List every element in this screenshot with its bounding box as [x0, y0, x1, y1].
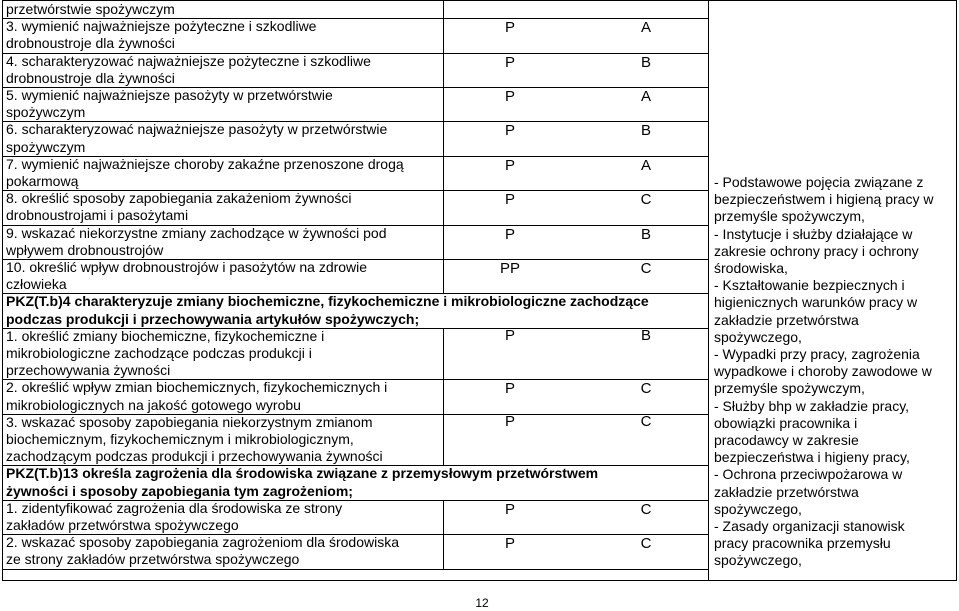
row-mark: P	[504, 88, 515, 105]
table-rule	[443, 534, 444, 568]
content-item: - Instytucje i służby działające w	[714, 225, 913, 242]
row-text: wpływem drobnoustrojów	[6, 241, 164, 258]
row-level: B	[640, 225, 651, 243]
row-text: 4. scharakteryzować najważniejsze pożyteczne i szkodliwe	[6, 52, 371, 69]
row-text: 1. zidentyfikować zagrożenia dla środowiska ze strony	[6, 499, 343, 516]
row-level: C	[640, 380, 652, 398]
table-rule	[2, 569, 708, 570]
row-text: 3. wymienić najważniejsze pożyteczne i szkodliwe	[6, 18, 317, 35]
row-mark: P	[504, 326, 515, 344]
row-text: mikrobiologiczne zachodzące podczas produkcji i	[6, 345, 312, 361]
row-level: C	[640, 535, 652, 553]
row-text: 3. wskazać sposoby zapobiegania niekorzystnym zmianom	[6, 413, 373, 430]
row-mark: P	[504, 535, 515, 553]
content-item: obowiązki pracownika i	[714, 414, 858, 431]
row-text: zakładów przetwórstwa spożywczego	[6, 517, 239, 533]
table-rule	[443, 1, 444, 18]
content-item: bezpieczeństwa i higieny pracy,	[714, 449, 910, 466]
content-item: przemyśle spożywczym,	[714, 208, 865, 225]
table-rule	[443, 121, 444, 155]
row-mark: P	[504, 53, 515, 71]
row-mark: P	[504, 225, 515, 243]
content-item: środowiska,	[714, 260, 788, 277]
table-rule	[443, 156, 444, 190]
row-text: 2. określić wpływ zmian biochemicznych, fizykochemicznych i	[6, 379, 388, 396]
row-level: C	[640, 260, 652, 277]
row-text: drobnoustroje dla żywności	[6, 35, 175, 52]
row-text: spożywczym	[6, 138, 86, 155]
row-mark: P	[504, 412, 515, 430]
content-item: pracodawcy w zakresie	[714, 432, 859, 449]
row-text: człowieka	[6, 276, 67, 293]
row-level: B	[640, 122, 651, 140]
content-item: zakładzie przetwórstwa	[714, 483, 859, 500]
section-heading: podczas produkcji i przechowywania artykułów spożywczych;	[6, 310, 420, 327]
row-text: 1. określić zmiany biochemiczne, fizykochemiczne i	[6, 327, 325, 344]
row-text: 7. wymienić najważniejsze choroby zakaźne przenoszone drogą	[6, 155, 404, 172]
row-level: C	[640, 191, 652, 209]
row-level: B	[640, 326, 651, 344]
row-mark: P	[504, 19, 515, 37]
table-rule	[443, 379, 444, 413]
table-rule	[443, 328, 444, 380]
row-text: przechowywania żywności	[6, 362, 171, 379]
table-rule	[443, 414, 444, 466]
row-level: A	[640, 156, 651, 174]
table-rule	[2, 580, 957, 581]
section-heading: PKZ(T.b)13 określa zagrożenia dla środowiska związane z przemysłowym przetwórstwem	[6, 465, 599, 482]
row-level: B	[640, 53, 651, 71]
content-item: - Służby bhp w zakładzie pracy,	[714, 397, 910, 414]
row-text: 5. wymienić najważniejsze pasożyty w przetwórstwie	[6, 87, 333, 103]
row-text: 10. określić wpływ drobnoustrojów i pasożytów na zdrowie	[6, 259, 368, 275]
row-text: drobnoustrojami i pasożytami	[6, 207, 189, 224]
table-rule	[956, 0, 957, 580]
table-rule	[443, 225, 444, 259]
page-number: 12	[475, 596, 489, 610]
row-text: przetwórstwie spożywczym	[6, 1, 175, 17]
row-text: 2. wskazać sposoby zapobiegania zagrożeniom dla środowiska	[6, 534, 399, 551]
row-mark: P	[504, 122, 515, 140]
row-mark: P	[504, 380, 515, 398]
content-item: - Ochrona przeciwpożarowa w	[714, 466, 903, 483]
content-item: - Zasady organizacji stanowisk	[714, 518, 905, 535]
row-level: A	[640, 88, 651, 105]
row-text: pokarmową	[6, 173, 79, 189]
table-rule	[708, 0, 709, 580]
row-text: ze strony zakładów przetwórstwa spożywczego	[6, 551, 300, 568]
content-item: spożywczego,	[714, 500, 802, 517]
row-text: drobnoustroje dla żywności	[6, 69, 175, 86]
row-text: 8. określić sposoby zapobiegania zakażeniom żywności	[6, 190, 352, 207]
content-list	[714, 174, 954, 570]
row-mark: P	[504, 500, 515, 518]
content-item: bezpieczeństwem i higieną pracy w	[714, 191, 934, 208]
row-text: biochemicznym, fizykochemicznym i mikrobiologicznym,	[6, 431, 354, 447]
content-item: pracy pracownika przemysłu	[714, 535, 891, 552]
table-rule	[443, 259, 444, 293]
row-mark: P	[504, 156, 515, 174]
table-rule	[443, 87, 444, 121]
row-text: 6. scharakteryzować najważniejsze pasożyty w przetwórstwie	[6, 121, 388, 138]
content-item: spożywczego,	[714, 328, 802, 345]
row-level: C	[640, 500, 652, 518]
row-text: mikrobiologicznych na jakość gotowego wyrobu	[6, 396, 301, 413]
row-text: 9. wskazać niekorzystne zmiany zachodzące w żywności pod	[6, 224, 387, 241]
table-rule	[443, 190, 444, 224]
table-rule	[443, 18, 444, 52]
row-level: A	[640, 19, 651, 37]
content-item: zakresie ochrony pracy i ochrony	[714, 242, 919, 259]
section-heading: żywności i sposoby zapobiegania tym zagrożeniom;	[6, 482, 353, 499]
row-mark: PP	[499, 260, 520, 277]
content-item: przemyśle spożywczym,	[714, 380, 865, 397]
content-item: - Wypadki przy pracy, zagrożenia	[714, 346, 920, 363]
table-rule	[443, 53, 444, 87]
section-heading: PKZ(T.b)4 charakteryzuje zmiany biochemiczne, fizykochemiczne i mikrobiologiczne zachodzące	[6, 293, 649, 310]
row-mark: P	[504, 191, 515, 209]
content-item: zakładzie przetwórstwa	[714, 311, 859, 328]
content-item: higienicznych warunków pracy w	[714, 294, 918, 311]
content-item: - Kształtowanie bezpiecznych i	[714, 277, 905, 294]
table-rule	[443, 500, 444, 534]
row-text: zachodzącym podczas produkcji i przechowywania żywności	[6, 448, 383, 465]
row-level: C	[640, 412, 652, 430]
content-item: wypadkowe i choroby zawodowe w	[714, 363, 932, 380]
row-text: spożywczym	[6, 104, 86, 121]
content-item: spożywczego,	[714, 552, 802, 569]
content-item: - Podstawowe pojęcia związane z	[714, 174, 924, 190]
